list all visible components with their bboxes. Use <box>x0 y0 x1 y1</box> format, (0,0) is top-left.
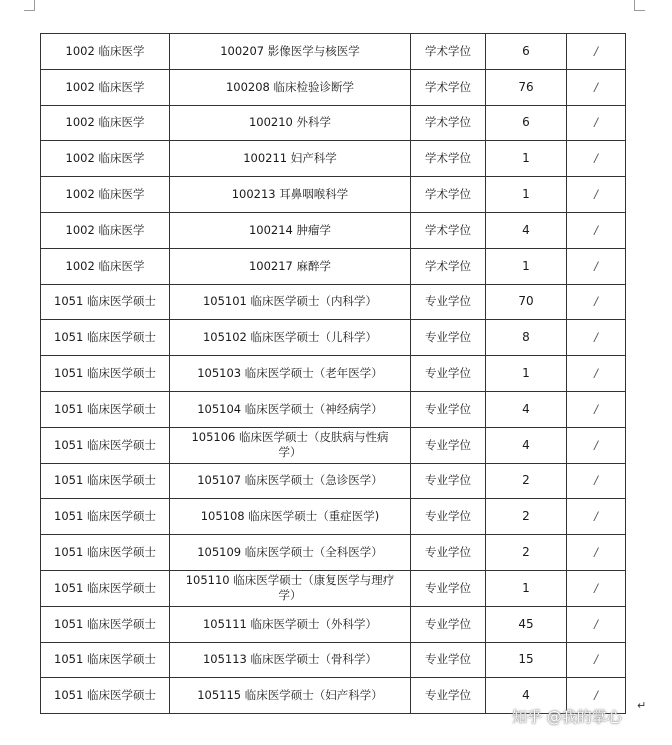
count-cell <box>486 499 567 535</box>
table-row <box>41 427 626 463</box>
degree-type-text: 专业学位 <box>425 652 471 667</box>
specialty-cell <box>170 606 411 642</box>
page-corner-mark-left <box>24 0 35 11</box>
specialty-cell <box>170 69 411 105</box>
count-cell <box>486 535 567 571</box>
table-row <box>41 69 626 105</box>
count-cell <box>486 642 567 678</box>
specialty-cell <box>170 678 411 714</box>
specialty-cell <box>170 642 411 678</box>
count-text: 45 <box>518 616 534 631</box>
note-text: / <box>594 43 598 58</box>
degree-type-text: 学术学位 <box>425 151 471 166</box>
note-cell <box>567 356 626 392</box>
discipline-text: 1002 临床医学 <box>65 115 145 130</box>
degree-type-cell <box>411 69 486 105</box>
count-cell <box>486 391 567 427</box>
page-corner-mark-right <box>634 0 645 11</box>
discipline-cell <box>41 248 170 284</box>
discipline-text: 1051 临床医学硕士 <box>54 652 156 667</box>
specialty-cell <box>170 320 411 356</box>
table-row <box>41 499 626 535</box>
note-cell <box>567 141 626 177</box>
note-cell <box>567 69 626 105</box>
specialty-cell <box>170 105 411 141</box>
degree-type-cell <box>411 606 486 642</box>
count-text: 4 <box>522 401 530 416</box>
count-text: 6 <box>522 43 530 58</box>
discipline-text: 1051 临床医学硕士 <box>54 401 156 416</box>
note-cell <box>567 391 626 427</box>
count-text: 4 <box>522 222 530 237</box>
count-text: 1 <box>522 258 530 273</box>
specialty-text: 100207 影像医学与核医学 <box>220 43 360 58</box>
note-text: / <box>594 473 598 488</box>
discipline-text: 1002 临床医学 <box>65 151 145 166</box>
note-text: / <box>594 151 598 166</box>
count-text: 2 <box>522 509 530 524</box>
discipline-text: 1051 临床医学硕士 <box>54 545 156 560</box>
degree-type-text: 学术学位 <box>425 258 471 273</box>
degree-type-text: 专业学位 <box>425 473 471 488</box>
table-row <box>41 212 626 248</box>
degree-type-text: 专业学位 <box>425 330 471 345</box>
note-cell <box>567 427 626 463</box>
specialty-cell <box>170 177 411 213</box>
specialty-text: 100217 麻醉学 <box>248 258 332 273</box>
discipline-text: 1051 临床医学硕士 <box>54 688 156 703</box>
degree-type-text: 专业学位 <box>425 401 471 416</box>
table-row <box>41 570 626 606</box>
table-row <box>41 141 626 177</box>
count-text: 2 <box>522 473 530 488</box>
count-text: 6 <box>522 115 530 130</box>
note-cell <box>567 212 626 248</box>
count-cell <box>486 177 567 213</box>
discipline-cell <box>41 177 170 213</box>
discipline-cell <box>41 606 170 642</box>
degree-type-cell <box>411 427 486 463</box>
degree-type-text: 专业学位 <box>425 366 471 381</box>
specialty-text: 105104 临床医学硕士（神经病学） <box>197 401 383 416</box>
specialty-cell <box>170 463 411 499</box>
table-row <box>41 642 626 678</box>
specialty-text: 100214 肿瘤学 <box>248 222 332 237</box>
note-cell <box>567 248 626 284</box>
note-cell <box>567 177 626 213</box>
specialty-text: 105110 临床医学硕士（康复医学与理疗学） <box>185 573 395 603</box>
specialty-text: 105113 临床医学硕士（骨科学） <box>202 652 378 667</box>
count-cell <box>486 34 567 70</box>
degree-type-cell <box>411 105 486 141</box>
specialty-cell <box>170 570 411 606</box>
specialty-cell <box>170 535 411 571</box>
discipline-cell <box>41 463 170 499</box>
table-row <box>41 463 626 499</box>
note-cell <box>567 570 626 606</box>
degree-type-text: 专业学位 <box>425 688 471 703</box>
table-row <box>41 248 626 284</box>
discipline-cell <box>41 535 170 571</box>
note-cell <box>567 105 626 141</box>
specialty-text: 105103 临床医学硕士（老年医学） <box>197 366 383 381</box>
degree-type-text: 专业学位 <box>425 509 471 524</box>
note-text: / <box>594 366 598 381</box>
degree-type-text: 学术学位 <box>425 79 471 94</box>
table-row <box>41 284 626 320</box>
note-cell <box>567 535 626 571</box>
count-text: 15 <box>518 652 534 667</box>
note-cell <box>567 463 626 499</box>
specialty-text: 105107 临床医学硕士（急诊医学） <box>197 473 383 488</box>
discipline-text: 1002 临床医学 <box>65 79 145 94</box>
degree-type-cell <box>411 177 486 213</box>
discipline-text: 1051 临床医学硕士 <box>54 580 156 595</box>
discipline-text: 1051 临床医学硕士 <box>54 294 156 309</box>
degree-type-cell <box>411 141 486 177</box>
degree-type-cell <box>411 463 486 499</box>
discipline-cell <box>41 427 170 463</box>
degree-type-cell <box>411 284 486 320</box>
discipline-cell <box>41 570 170 606</box>
specialty-text: 100213 耳鼻咽喉科学 <box>231 187 349 202</box>
note-cell <box>567 642 626 678</box>
degree-type-cell <box>411 535 486 571</box>
discipline-cell <box>41 678 170 714</box>
note-text: / <box>594 580 598 595</box>
note-text: / <box>594 509 598 524</box>
degree-type-text: 学术学位 <box>425 43 471 58</box>
discipline-text: 1002 临床医学 <box>65 43 145 58</box>
enrollment-table <box>40 33 626 714</box>
count-cell <box>486 69 567 105</box>
specialty-text: 105109 临床医学硕士（全科医学） <box>197 545 383 560</box>
discipline-cell <box>41 284 170 320</box>
discipline-text: 1051 临床医学硕士 <box>54 437 156 452</box>
discipline-text: 1051 临床医学硕士 <box>54 473 156 488</box>
specialty-text: 105106 临床医学硕士（皮肤病与性病学） <box>191 430 389 460</box>
count-text: 8 <box>522 330 530 345</box>
degree-type-cell <box>411 570 486 606</box>
specialty-cell <box>170 391 411 427</box>
note-text: / <box>594 437 598 452</box>
degree-type-text: 学术学位 <box>425 187 471 202</box>
count-text: 4 <box>522 437 530 452</box>
discipline-cell <box>41 212 170 248</box>
count-cell <box>486 427 567 463</box>
count-cell <box>486 570 567 606</box>
specialty-text: 105115 临床医学硕士（妇产科学） <box>197 688 383 703</box>
note-text: / <box>594 616 598 631</box>
degree-type-text: 学术学位 <box>425 222 471 237</box>
discipline-text: 1051 临床医学硕士 <box>54 509 156 524</box>
table-row <box>41 606 626 642</box>
degree-type-cell <box>411 391 486 427</box>
discipline-cell <box>41 356 170 392</box>
note-text: / <box>594 688 598 703</box>
degree-type-text: 专业学位 <box>425 545 471 560</box>
note-text: / <box>594 258 598 273</box>
count-cell <box>486 141 567 177</box>
note-text: / <box>594 330 598 345</box>
specialty-text: 105101 临床医学硕士（内科学） <box>202 294 378 309</box>
specialty-cell <box>170 499 411 535</box>
count-cell <box>486 248 567 284</box>
specialty-cell <box>170 248 411 284</box>
specialty-text: 105111 临床医学硕士（外科学） <box>202 616 378 631</box>
discipline-text: 1002 临床医学 <box>65 187 145 202</box>
specialty-text: 105108 临床医学硕士（重症医学) <box>200 509 380 524</box>
degree-type-cell <box>411 320 486 356</box>
discipline-cell <box>41 34 170 70</box>
table-row <box>41 320 626 356</box>
count-cell <box>486 105 567 141</box>
note-cell <box>567 320 626 356</box>
discipline-text: 1051 临床医学硕士 <box>54 616 156 631</box>
degree-type-text: 学术学位 <box>425 115 471 130</box>
count-text: 1 <box>522 366 530 381</box>
discipline-text: 1051 临床医学硕士 <box>54 366 156 381</box>
table-row <box>41 356 626 392</box>
discipline-text: 1051 临床医学硕士 <box>54 330 156 345</box>
degree-type-cell <box>411 34 486 70</box>
paragraph-mark: ↵ <box>637 699 647 712</box>
count-text: 76 <box>518 79 534 94</box>
note-text: / <box>594 652 598 667</box>
discipline-cell <box>41 105 170 141</box>
discipline-text: 1002 临床医学 <box>65 222 145 237</box>
note-cell <box>567 34 626 70</box>
count-text: 1 <box>522 187 530 202</box>
count-text: 2 <box>522 545 530 560</box>
discipline-text: 1002 临床医学 <box>65 258 145 273</box>
specialty-text: 105102 临床医学硕士（儿科学） <box>202 330 378 345</box>
degree-type-cell <box>411 499 486 535</box>
specialty-cell <box>170 284 411 320</box>
degree-type-cell <box>411 356 486 392</box>
degree-type-text: 专业学位 <box>425 294 471 309</box>
discipline-cell <box>41 320 170 356</box>
note-cell <box>567 499 626 535</box>
discipline-cell <box>41 642 170 678</box>
specialty-text: 100208 临床检验诊断学 <box>225 79 355 94</box>
table-row <box>41 535 626 571</box>
count-cell <box>486 356 567 392</box>
note-text: / <box>594 79 598 94</box>
degree-type-text: 专业学位 <box>425 616 471 631</box>
count-cell <box>486 284 567 320</box>
specialty-text: 100211 妇产科学 <box>243 151 337 166</box>
degree-type-text: 专业学位 <box>425 580 471 595</box>
discipline-cell <box>41 499 170 535</box>
count-text: 4 <box>522 688 530 703</box>
note-cell <box>567 606 626 642</box>
note-text: / <box>594 545 598 560</box>
note-text: / <box>594 222 598 237</box>
degree-type-cell <box>411 248 486 284</box>
count-cell <box>486 320 567 356</box>
count-cell <box>486 212 567 248</box>
specialty-cell <box>170 212 411 248</box>
degree-type-cell <box>411 642 486 678</box>
note-text: / <box>594 294 598 309</box>
discipline-cell <box>41 141 170 177</box>
count-cell <box>486 463 567 499</box>
table-row <box>41 105 626 141</box>
note-text: / <box>594 115 598 130</box>
degree-type-cell <box>411 212 486 248</box>
specialty-cell <box>170 427 411 463</box>
note-text: / <box>594 401 598 416</box>
table-row <box>41 391 626 427</box>
watermark: 知乎 @我的掌心 <box>512 708 622 726</box>
table-row <box>41 34 626 70</box>
degree-type-cell <box>411 678 486 714</box>
count-cell <box>486 606 567 642</box>
discipline-cell <box>41 69 170 105</box>
specialty-text: 100210 外科学 <box>248 115 332 130</box>
count-text: 1 <box>522 580 530 595</box>
discipline-cell <box>41 391 170 427</box>
count-text: 1 <box>522 151 530 166</box>
enrollment-table-body <box>41 34 626 714</box>
specialty-cell <box>170 34 411 70</box>
specialty-cell <box>170 356 411 392</box>
note-cell <box>567 284 626 320</box>
note-text: / <box>594 187 598 202</box>
table-row <box>41 177 626 213</box>
count-text: 70 <box>518 294 534 309</box>
specialty-cell <box>170 141 411 177</box>
degree-type-text: 专业学位 <box>425 437 471 452</box>
